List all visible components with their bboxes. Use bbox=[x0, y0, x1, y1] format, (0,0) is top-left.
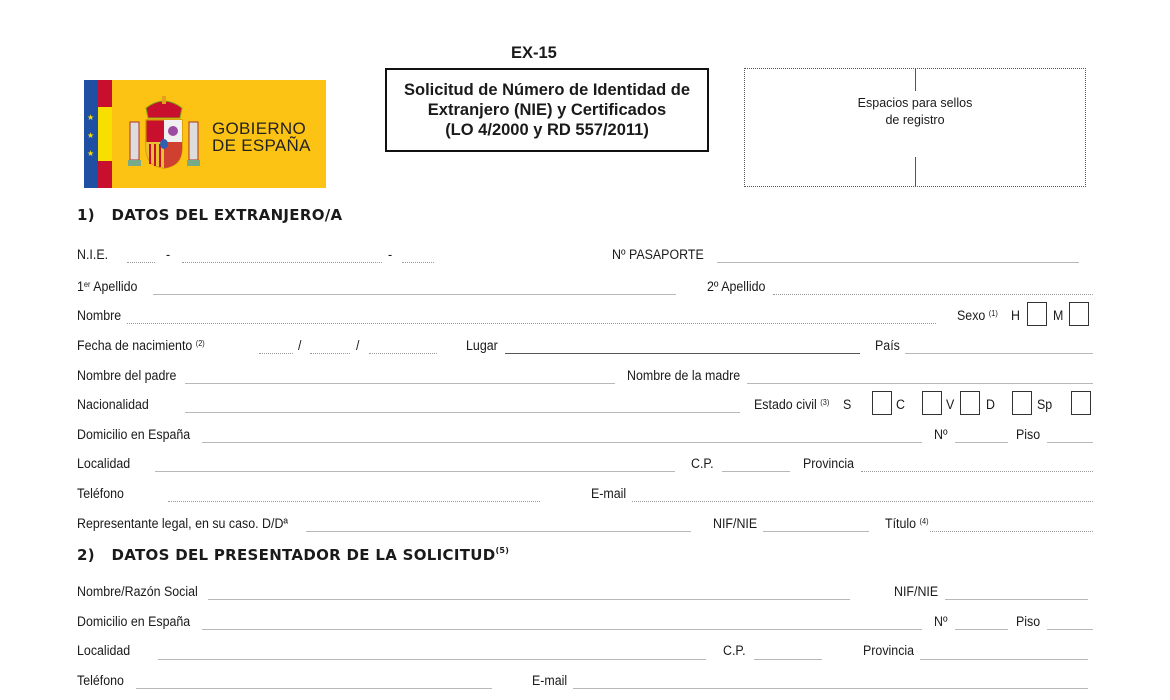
section1-heading bbox=[77, 206, 342, 224]
presentador-telefono-label: Teléfono bbox=[77, 673, 124, 688]
section2-heading bbox=[77, 546, 509, 564]
provincia-label: Provincia bbox=[803, 456, 855, 471]
sexo-label: Sexo $^{(1)}$ bbox=[957, 308, 998, 323]
razon-social-label: Nombre/Razón Social bbox=[77, 584, 198, 599]
piso-label: Piso bbox=[1016, 427, 1041, 442]
titulo-label: Título $^{(4)}$ bbox=[885, 516, 929, 531]
section1-number: 1) bbox=[77, 206, 95, 224]
stamp-line1: Espacios para sellos bbox=[857, 96, 973, 110]
pais-label: País bbox=[875, 338, 900, 353]
estado-c-label: C bbox=[896, 397, 905, 412]
domicilio-input[interactable] bbox=[202, 442, 922, 443]
presentador-telefono-input[interactable] bbox=[136, 688, 492, 689]
fecha-nacimiento-label: Fecha de nacimiento $^{(2)}$ bbox=[77, 338, 205, 353]
estado-d-checkbox[interactable] bbox=[1012, 391, 1032, 415]
estado-d-label: D bbox=[986, 397, 995, 412]
estado-v-checkbox[interactable] bbox=[960, 391, 980, 415]
presentador-nif-nie-input[interactable] bbox=[945, 599, 1088, 600]
piso-input[interactable] bbox=[1047, 442, 1093, 443]
title-line1: Solicitud de Número de Identidad de bbox=[403, 81, 691, 99]
nie-separator: - bbox=[166, 247, 171, 262]
section1-title: DATOS DEL EXTRANJERO/A bbox=[111, 206, 343, 224]
estado-s-label: S bbox=[843, 397, 852, 412]
estado-c-checkbox[interactable] bbox=[922, 391, 942, 415]
logo-line1: GOBIERNO bbox=[212, 119, 307, 138]
presentador-piso-label: Piso bbox=[1016, 614, 1041, 629]
representante-input[interactable] bbox=[306, 531, 691, 532]
nie-input-part3[interactable] bbox=[402, 262, 434, 263]
registry-stamp-box bbox=[744, 68, 1086, 187]
representante-label: Representante legal, en su caso. D/Dª bbox=[77, 516, 289, 531]
presentador-localidad-label: Localidad bbox=[77, 643, 131, 658]
fecha-anio-input[interactable] bbox=[369, 353, 437, 354]
presentador-piso-input[interactable] bbox=[1047, 629, 1093, 630]
form-title-box bbox=[385, 68, 709, 152]
apellido1-label: 1er Apellido bbox=[77, 279, 138, 294]
telefono-input[interactable] bbox=[168, 501, 540, 502]
numero-label: Nº bbox=[934, 427, 948, 442]
estado-civil-label: Estado civil $^{(3)}$ bbox=[754, 397, 830, 412]
sexo-h-checkbox[interactable] bbox=[1027, 302, 1047, 326]
madre-label: Nombre de la madre bbox=[627, 368, 741, 383]
presentador-email-label: E-mail bbox=[532, 673, 568, 688]
presentador-domicilio-input[interactable] bbox=[202, 629, 922, 630]
presentador-domicilio-label: Domicilio en España bbox=[77, 614, 191, 629]
title-line2: Extranjero (NIE) y Certificados bbox=[427, 101, 667, 119]
razon-social-input[interactable] bbox=[208, 599, 850, 600]
lugar-label: Lugar bbox=[466, 338, 498, 353]
fecha-mes-input[interactable] bbox=[310, 353, 350, 354]
nacionalidad-input[interactable] bbox=[185, 412, 740, 413]
padre-label: Nombre del padre bbox=[77, 368, 177, 383]
presentador-nif-nie-label: NIF/NIE bbox=[894, 584, 939, 599]
sexo-m-label: M bbox=[1053, 308, 1064, 323]
apellido2-label: 2º Apellido bbox=[707, 279, 766, 294]
presentador-numero-input[interactable] bbox=[955, 629, 1008, 630]
logo-text bbox=[212, 120, 311, 154]
email-label: E-mail bbox=[591, 486, 627, 501]
apellido1-input[interactable] bbox=[153, 294, 676, 295]
nie-input-part2[interactable] bbox=[182, 262, 382, 263]
stamp-line2: de registro bbox=[885, 113, 945, 127]
gobierno-logo bbox=[84, 80, 326, 188]
fecha-separator: / bbox=[356, 338, 360, 353]
section2-note: (5) bbox=[495, 546, 510, 555]
localidad-input[interactable] bbox=[155, 471, 675, 472]
estado-sp-checkbox[interactable] bbox=[1071, 391, 1091, 415]
estado-s-checkbox[interactable] bbox=[872, 391, 892, 415]
email-input[interactable] bbox=[632, 501, 1093, 502]
nif-nie-label: NIF/NIE bbox=[713, 516, 758, 531]
cp-label: C.P. bbox=[691, 456, 714, 471]
apellido2-input[interactable] bbox=[773, 294, 1093, 295]
cp-input[interactable] bbox=[722, 471, 790, 472]
presentador-numero-label: Nº bbox=[934, 614, 948, 629]
padre-input[interactable] bbox=[185, 383, 615, 384]
fecha-separator: / bbox=[298, 338, 302, 353]
lugar-input[interactable] bbox=[505, 353, 860, 354]
sexo-m-checkbox[interactable] bbox=[1069, 302, 1089, 326]
nombre-label: Nombre bbox=[77, 308, 122, 323]
form-code: EX-15 bbox=[511, 44, 557, 62]
estado-v-label: V bbox=[946, 397, 955, 412]
title-line3: (LO 4/2000 y RD 557/2011) bbox=[445, 121, 649, 139]
titulo-input[interactable] bbox=[930, 531, 1093, 532]
logo-line2: DE ESPAÑA bbox=[212, 136, 311, 155]
nie-separator: - bbox=[388, 247, 393, 262]
nie-input-part1[interactable] bbox=[127, 262, 155, 263]
presentador-email-input[interactable] bbox=[573, 688, 1088, 689]
presentador-cp-label: C.P. bbox=[723, 643, 746, 658]
nie-label: N.I.E. bbox=[77, 247, 109, 262]
coat-of-arms-icon bbox=[128, 94, 200, 174]
section2-title: DATOS DEL PRESENTADOR DE LA SOLICITUD bbox=[111, 546, 496, 564]
domicilio-label: Domicilio en España bbox=[77, 427, 191, 442]
provincia-input[interactable] bbox=[861, 471, 1093, 472]
section2-number: 2) bbox=[77, 546, 95, 564]
fecha-dia-input[interactable] bbox=[259, 353, 293, 354]
pasaporte-label: Nº PASAPORTE bbox=[612, 247, 704, 262]
estado-sp-label: Sp bbox=[1037, 397, 1053, 412]
nif-nie-input[interactable] bbox=[763, 531, 869, 532]
pasaporte-input[interactable] bbox=[717, 262, 1079, 263]
sexo-h-label: H bbox=[1011, 308, 1020, 323]
nacionalidad-label: Nacionalidad bbox=[77, 397, 149, 412]
pais-input[interactable] bbox=[905, 353, 1093, 354]
nombre-input[interactable] bbox=[127, 323, 936, 324]
presentador-provincia-label: Provincia bbox=[863, 643, 915, 658]
madre-input[interactable] bbox=[747, 383, 1093, 384]
presentador-provincia-input[interactable] bbox=[920, 659, 1088, 660]
presentador-cp-input[interactable] bbox=[754, 659, 822, 660]
presentador-localidad-input[interactable] bbox=[158, 659, 706, 660]
flag-icon: ★ ★ ★ bbox=[84, 80, 112, 188]
numero-input[interactable] bbox=[955, 442, 1008, 443]
localidad-label: Localidad bbox=[77, 456, 131, 471]
telefono-label: Teléfono bbox=[77, 486, 124, 501]
